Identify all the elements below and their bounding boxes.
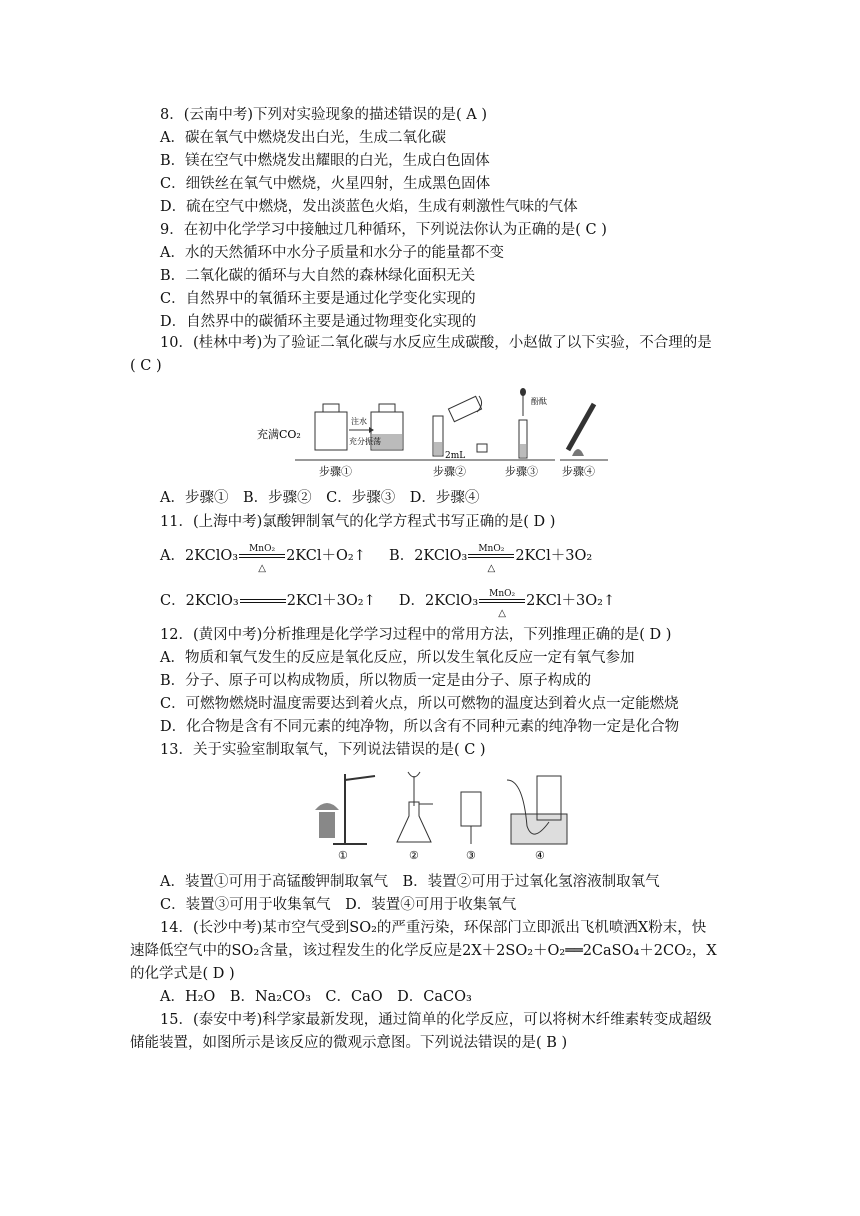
gas-bottle-icon — [461, 792, 481, 844]
step1-label: 步骤① — [319, 465, 352, 478]
co2-label: 充满CO₂ — [257, 428, 301, 441]
q14-options: A．H₂O B．Na₂CO₃ C．CaO D．CaCO₃ — [160, 989, 472, 1005]
q8-option-a: A．碳在氧气中燃烧发出白光，生成二氧化碳 — [160, 130, 446, 146]
step3-label: 步骤③ — [505, 465, 538, 478]
q9-option-a: A．水的天然循环中水分子质量和水分子的能量都不变 — [160, 245, 504, 261]
q11-d-reactant: D．2KClO₃ — [398, 593, 479, 609]
burner-icon — [572, 449, 584, 456]
q14-line2: 速降低空气中的SO₂含量，该过程发生的化学反应是2X＋2SO₂＋O₂══2CaSO₄＋2CO₂，X — [130, 943, 717, 959]
q11-options-cd — [160, 589, 616, 619]
water-trough-icon — [507, 776, 567, 844]
q12-option-c: C．可燃物燃烧时温度需要达到着火点，所以可燃物的温度达到着火点一定能燃烧 — [160, 696, 679, 712]
reaction-condition: MnO₂ △ — [239, 548, 285, 564]
step4-label: 步骤④ — [562, 465, 595, 478]
q13-apparatus-figure — [305, 766, 575, 864]
device-4-label: ④ — [535, 849, 545, 862]
q11-options-ab — [160, 544, 593, 574]
flask-icon — [397, 772, 433, 842]
iron-stand-icon — [315, 774, 375, 844]
step2-label: 步骤② — [433, 465, 466, 478]
q8-stem: 8．(云南中考)下列对实验现象的描述错误的是( A ) — [160, 107, 488, 123]
q11-a-reactant: A．2KClO₃ — [160, 548, 239, 564]
q11-b-product: 2KCl＋3O₂ — [515, 548, 593, 564]
q11-d-product: 2KCl＋3O₂↑ — [526, 593, 616, 609]
q10-step4-figure — [558, 394, 618, 478]
bottle-icon — [315, 412, 347, 450]
q9-stem: 9．在初中化学学习中接触过几种循环，下列说法你认为正确的是( C ) — [160, 222, 607, 238]
q9-option-c: C．自然界中的氧循环主要是通过化学变化实现的 — [160, 291, 476, 307]
q13-options-cd: C．装置③可用于收集氧气 D．装置④可用于收集氧气 — [160, 897, 517, 913]
q15-line1: 15．(泰安中考)科学家最新发现，通过简单的化学反应，可以将树木纤维素转变成超级 — [160, 1012, 712, 1028]
reaction-condition: MnO₂ △ — [479, 593, 525, 609]
reaction-condition: MnO₂ △ — [468, 548, 514, 564]
q14-line1: 14．(长沙中考)某市空气受到SO₂的严重污染，环保部门立即派出飞机喷洒X粉末，快 — [160, 920, 707, 936]
q8-option-c: C．细铁丝在氧气中燃烧，火星四射，生成黑色固体 — [160, 176, 491, 192]
inject-label: 注水 — [351, 417, 367, 426]
q11-c-product: 2KCl＋3O₂↑ — [286, 593, 376, 609]
q8-option-d: D．硫在空气中燃烧，发出淡蓝色火焰，生成有刺激性气味的气体 — [160, 199, 578, 215]
q12-stem: 12．(黄冈中考)分析推理是化学学习过程中的常用方法，下列推理正确的是( D ) — [160, 627, 672, 643]
q10-experiment-figure — [255, 386, 565, 478]
q11-stem: 11．(上海中考)氯酸钾制氧气的化学方程式书写正确的是( D ) — [160, 514, 556, 530]
reaction-condition — [240, 593, 286, 609]
shake-label: 充分振荡 — [349, 437, 381, 446]
device-2-label: ② — [409, 849, 419, 862]
q13-stem: 13．关于实验室制取氧气，下列说法错误的是( C ) — [160, 742, 486, 758]
q12-option-d: D．化合物是含有不同元素的纯净物，所以含有不同种元素的纯净物一定是化合物 — [160, 719, 680, 735]
q11-b-reactant: B．2KClO₃ — [389, 548, 468, 564]
q10-stem: 10．(桂林中考)为了验证二氧化碳与水反应生成碳酸，小赵做了以下实验，不合理的是 — [160, 335, 712, 351]
test-tube-icon — [568, 404, 594, 450]
q10-answer: ( C ) — [130, 358, 162, 374]
q11-c-reactant: C．2KClO₃ — [160, 593, 239, 609]
ml-label: 2mL — [445, 451, 466, 461]
q11-a-product: 2KCl＋O₂↑ — [286, 548, 366, 564]
q14-line3: 的化学式是( D ) — [130, 966, 235, 982]
q9-option-d: D．自然界中的碳循环主要是通过物理变化实现的 — [160, 314, 477, 330]
q12-option-a: A．物质和氧气发生的反应是氧化反应，所以发生氧化反应一定有氧气参加 — [160, 650, 635, 666]
device-3-label: ③ — [466, 849, 476, 862]
q9-option-b: B．二氧化碳的循环与大自然的森林绿化面积无关 — [160, 268, 476, 284]
q8-option-b: B．镁在空气中燃烧发出耀眼的白光，生成白色固体 — [160, 153, 490, 169]
q12-option-b: B．分子、原子可以构成物质，所以物质一定是由分子、原子构成的 — [160, 673, 592, 689]
q10-options: A．步骤① B．步骤② C．步骤③ D．步骤④ — [160, 490, 480, 506]
device-1-label: ① — [338, 849, 348, 862]
q13-options-ab: A．装置①可用于高锰酸钾制取氧气 B．装置②可用于过氧化氢溶液制取氧气 — [160, 874, 660, 890]
q15-line2: 储能装置，如图所示是该反应的微观示意图。下列说法错误的是( B ) — [130, 1035, 568, 1051]
indicator-label: 酚酞 — [531, 397, 547, 406]
